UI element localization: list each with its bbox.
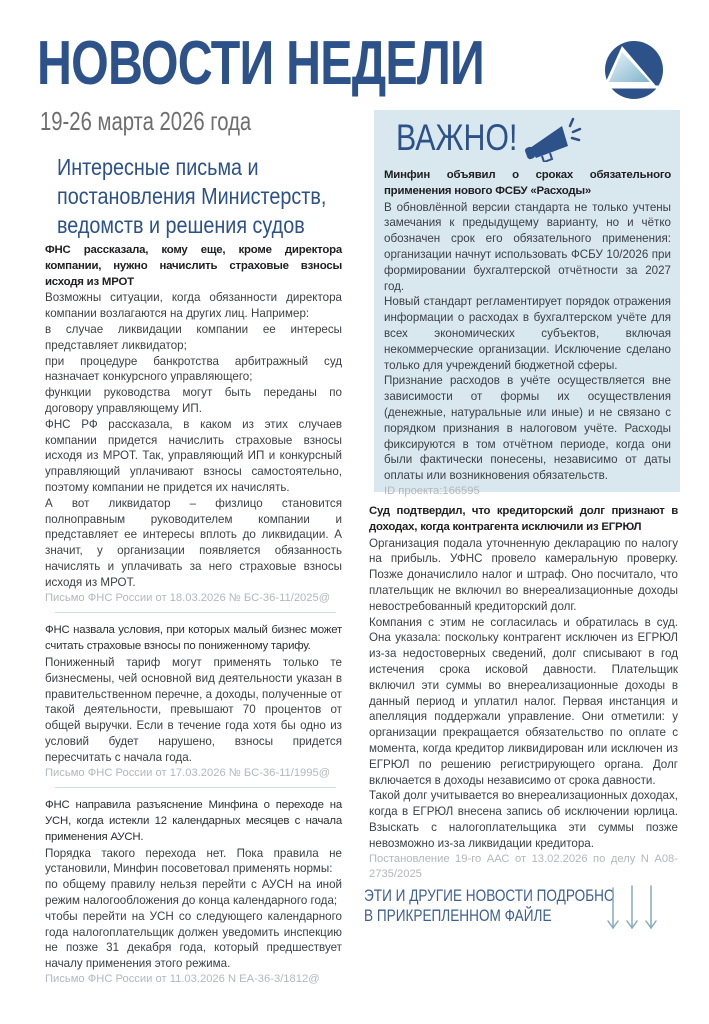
article-creditor-debt	[369, 504, 678, 883]
article-paragraph: Пониженный тариф могут применять только те бизнесмены, чей основной вид деятельности указан в правительственном перечне, а доходы, полученные от такой деятельности, превышают 70 процентов от общей выручки. Если в течение года хотя бы одно из условий будет нарушено, взносы придется пересчитать с начала года.	[45, 655, 342, 764]
important-box	[374, 110, 680, 497]
article-source: Письмо ФНС России от 11.03.2026 N ЕА-36-3/1812@	[45, 973, 320, 986]
section-heading: Интересные письма и постановления Министерств, ведомств и решения судов	[57, 154, 327, 238]
article-source: Письмо ФНС России от 17.03.2026 № БС-36-11/1995@	[45, 766, 331, 779]
article-paragraph: Компания с этим не согласилась и обратилась в суд. Она указала: поскольку контрагент исключен из ЕГРЮЛ из-за недостоверных сведений, долг списывают в год истечения срока исковой давности. Плательщик включил эти суммы во внереализационные доходы в данный период и уплатил налог. Первая инстанция и апелляция поддержали управление. Они отметили: у организации прекращается обязательство по оплате с момента, когда кредитор ликвидирован или исключен из ЕГРЮЛ по решению регистрирующего органа. Долг включается в доходы независимо от срока давности.	[369, 615, 678, 787]
article-headline: ФНС назвала условия, при которых малый бизнес может считать страховые взносы по пониженному тарифу.	[45, 624, 342, 653]
article-paragraph: А вот ликвидатор – физлицо становится полноправным руководителем компании и представляет ее интересы вплоть до ликвидации. А значит, у организации появляется обязанность начислять и уплачивать за него страховые взносы исходя из МРОТ.	[45, 496, 342, 589]
article-source: ID проекта:166595	[384, 484, 480, 497]
article-source: Постановление 19-го ААС от 13.02.2026 по делу N А08-2735/2025	[369, 852, 678, 881]
article-paragraph: Такой долг учитывается во внереализационных доходах, когда в ЕГРЮЛ внесена запись об исключении юрлица. Взыскать с налогоплательщика эти суммы позже невозможно из-за ликвидации кредитора.	[369, 789, 678, 850]
attached-file-note-line1: ЭТИ И ДРУГИЕ НОВОСТИ ПОДРОБНО	[364, 886, 615, 905]
article-reduced-tariff	[45, 623, 342, 781]
triangle-circle-logo-icon	[600, 38, 664, 102]
left-column	[45, 243, 342, 988]
article-paragraph: Организация подала уточненную декларацию по налогу на прибыль. УФНС провело камеральную проверку. Позже доначислило налог и штраф. Оно посчитало, что плательщик не включил во внереализационные доходы невостребованный кредиторский долг.	[369, 536, 678, 613]
article-paragraph: Возможны ситуации, когда обязанности директора компании возлагаются на других лиц. Например:	[45, 291, 342, 321]
article-paragraph: при процедуре банкротства арбитражный суд назначает конкурсного управляющего;	[45, 354, 342, 384]
newsletter-title: НОВОСТИ НЕДЕЛИ	[37, 29, 484, 98]
attached-file-note	[364, 886, 615, 926]
attached-file-note-line2: В ПРИКРЕПЛЕННОМ ФАЙЛЕ	[364, 906, 552, 925]
article-paragraph: чтобы перейти на УСН со следующего календарного года налогоплательщик должен уведомить инспекцию не позже 31 декабря года, который предшествует началу применения этого режима.	[45, 909, 342, 971]
divider	[55, 612, 336, 613]
article-paragraph: по общему правилу нельзя перейти с АУСН на иной режим налогообложения до конца календарного года;	[45, 878, 342, 908]
article-insurance-mrot	[45, 243, 342, 606]
article-paragraph: в случае ликвидации компании ее интересы представляет ликвидатор;	[45, 322, 342, 352]
article-paragraph: Признание расходов в учёте осуществляется вне зависимости от формы их осуществления (денежные, натуральные или иные) и не связано с порядком признания в налоговом учёте. Расходы фиксируются в том отчётном периоде, когда они были фактически понесены, независимо от даты оплаты или возникновения обязательств.	[384, 374, 671, 483]
right-column	[369, 504, 678, 883]
important-title: ВАЖНО!	[396, 117, 518, 158]
article-headline: ФНС направила разъяснение Минфина о переходе на УСН, когда истекли 12 календарных месяцев с начала применения АУСН.	[45, 799, 342, 843]
article-ausn-transition	[45, 798, 342, 988]
important-article	[384, 168, 671, 500]
down-arrows-icon	[605, 884, 665, 932]
article-paragraph: ФНС РФ рассказала, в каком из этих случаев компании придется начислить страховые взносы исходя из МРОТ. Так, управляющий ИП и конкурсный управляющий уплачивают взносы самостоятельно, поэтому компании не придется их начислять.	[45, 417, 342, 494]
article-headline: Суд подтвердил, что кредиторский долг признают в доходах, когда контрагента исключили из ЕГРЮЛ	[369, 505, 678, 533]
article-paragraph: Порядка такого перехода нет. Пока правила не установили, Минфин посоветовал применять нормы:	[45, 846, 342, 876]
article-paragraph: функции руководства могут быть переданы по договору управляющему ИП.	[45, 386, 342, 415]
article-source: Письмо ФНС России от 18.03.2026 № БС-36-11/2025@	[45, 591, 331, 604]
date-range: 19-26 марта 2026 года	[40, 106, 252, 136]
article-paragraph: Новый стандарт регламентирует порядок отражения информации о расходах в бухгалтерском учёте для всех экономических субъектов, включая некоммерческие организации. Исключение сделано только для учреждений бюджетной сферы.	[384, 295, 671, 372]
divider	[55, 787, 336, 788]
article-headline: ФНС рассказала, кому еще, кроме директора компании, нужно начислить страховые взносы исходя из МРОТ	[45, 244, 342, 288]
article-headline: Минфин объявил о сроках обязательного применения нового ФСБУ «Расходы»	[384, 169, 671, 197]
article-paragraph: В обновлённой версии стандарта не только учтены замечания к предыдущему варианту, но и чётко обозначен срок его обязательного применения: организации начнут использовать ФСБУ 10/2026 при формировании бухгалтерской отчётности за 2027 год.	[384, 200, 671, 293]
megaphone-icon	[522, 116, 582, 162]
